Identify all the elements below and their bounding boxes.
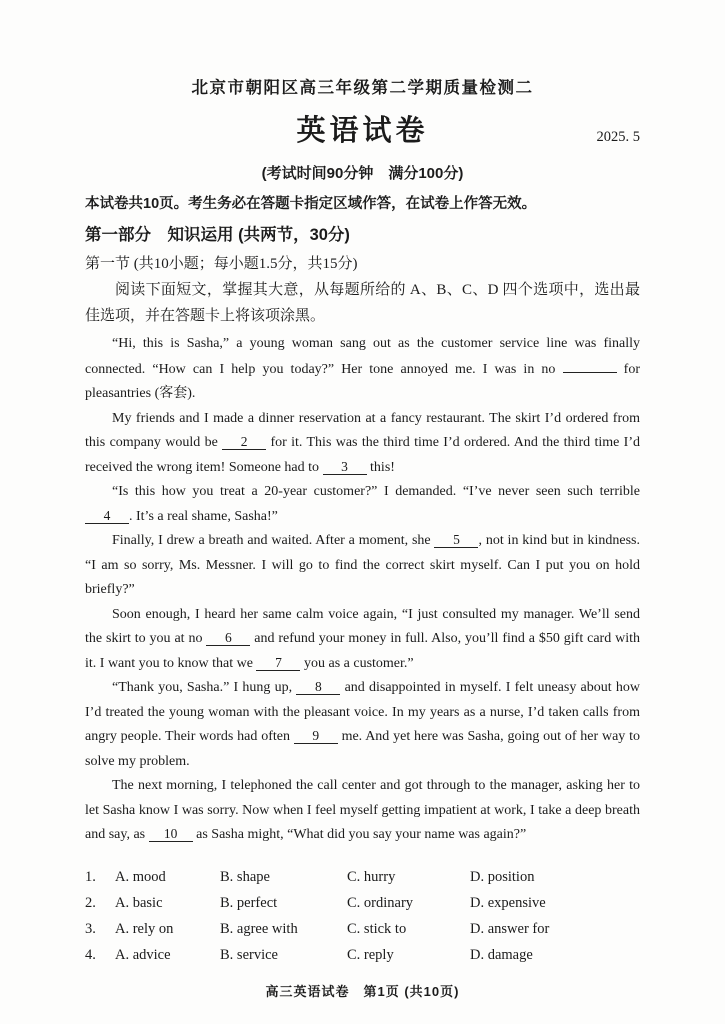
page-footer: 高三英语试卷 第1页 (共10页) (265, 984, 460, 999)
question-number: 4. (85, 946, 96, 963)
question-options-row (85, 864, 640, 890)
question-options-row (85, 942, 640, 968)
passage-paragraph: The next morning, I telephoned the call center and got through to the manager, asking her to let Sasha know I was sorry. Now when I feel myself getting impatient at work, I take a deep breath and say, as 10 as Sasha might, “What did you say your name was again?” (85, 778, 640, 842)
option-choice: C. reply (347, 946, 394, 963)
passage-paragraph: “Hi, this is Sasha,” a young woman sang out as the customer service line was finally connected. “How can I help you today?” Her tone annoyed me. I was in no for pleasantries (客套). (85, 336, 640, 401)
question-number: 2. (85, 894, 96, 911)
cloze-blank: 5 (434, 532, 478, 548)
option-choice: C. stick to (347, 920, 407, 937)
question-options-row (85, 916, 640, 942)
cloze-blank: 10 (149, 826, 193, 842)
options-table (85, 864, 640, 968)
question-options-row (85, 890, 640, 916)
exam-notice: 本试卷共10页。考生务必在答题卡指定区域作答，在试卷上作答无效。 (85, 196, 537, 212)
option-choice: B. agree with (220, 920, 298, 937)
passage-paragraph: “Thank you, Sasha.” I hung up, 8 and disappointed in myself. I felt uneasy about how I’d treated the young woman with the pleasant voice. In my years as a nurse, I’d taken calls from angry people. Their words had often 9 me. And yet here was Sasha, going out of her way to solve my problem. (85, 679, 640, 769)
cloze-blank: 8 (296, 679, 340, 695)
cloze-passage (85, 332, 640, 848)
option-choice: A. advice (115, 946, 171, 963)
option-choice: A. rely on (115, 920, 174, 937)
option-choice: C. ordinary (347, 894, 414, 911)
cloze-blank: 4 (85, 508, 129, 524)
section1-heading: 第一节 (共10小题；每小题1.5分，共15分) (85, 256, 358, 272)
passage-paragraph: Soon enough, I heard her same calm voice again, “I just consulted my manager. We’ll send the skirt to you at no 6 and refund your money in full. Also, you’ll find a $50 gift card with it. I want you to know that we 7 you as a customer.” (85, 606, 640, 671)
option-choice: B. perfect (220, 894, 278, 911)
option-choice: A. basic (115, 894, 163, 911)
cloze-blank: 2 (222, 434, 266, 450)
exam-info-line: (考试时间90分钟 满分100分) (261, 165, 464, 182)
option-choice: D. position (470, 868, 535, 885)
cloze-instructions: 阅读下面短文，掌握其大意，从每题所给的 A、B、C、D 四个选项中，选出最佳选项，并在答题卡上将该项涂黑。 (85, 282, 640, 324)
exam-title: 北京市朝阳区高三年级第二学期质量检测二 (191, 79, 534, 97)
subject-title: 英语试卷 (296, 115, 429, 147)
option-choice: A. mood (115, 868, 166, 885)
cloze-blank: 3 (323, 459, 367, 475)
option-choice: D. damage (470, 946, 533, 963)
option-choice: B. service (220, 946, 278, 963)
subject-title-row (85, 108, 640, 149)
part1-heading: 第一部分 知识运用 (共两节，30分) (85, 226, 350, 244)
option-choice: D. expensive (470, 894, 546, 911)
option-choice: D. answer for (470, 920, 550, 937)
passage-paragraph: My friends and I made a dinner reservation at a fancy restaurant. The skirt I’d ordered from this company would be 2 for it. This was the third time I’d ordered. And the third time I’d received the wrong item! Someone had to 3 this! (85, 410, 640, 475)
passage-paragraph: “Is this how you treat a 20-year customer?” I demanded. “I’ve never seen such terrible 4 . It’s a real shame, Sasha!” (85, 480, 640, 529)
cloze-blank: 7 (256, 655, 300, 671)
cloze-blank: 6 (206, 630, 250, 646)
question-number: 1. (85, 868, 96, 885)
cloze-blank: 9 (294, 728, 338, 744)
question-number: 3. (85, 920, 96, 937)
exam-date: 2025. 5 (596, 129, 640, 145)
cloze-blank (563, 357, 617, 373)
option-choice: C. hurry (347, 868, 396, 885)
passage-paragraph: Finally, I drew a breath and waited. After a moment, she 5 , not in kind but in kindness. “I am so sorry, Ms. Messner. I will go to find the correct skirt myself. Can I put you on hold briefly?” (85, 532, 640, 597)
option-choice: B. shape (220, 868, 270, 885)
